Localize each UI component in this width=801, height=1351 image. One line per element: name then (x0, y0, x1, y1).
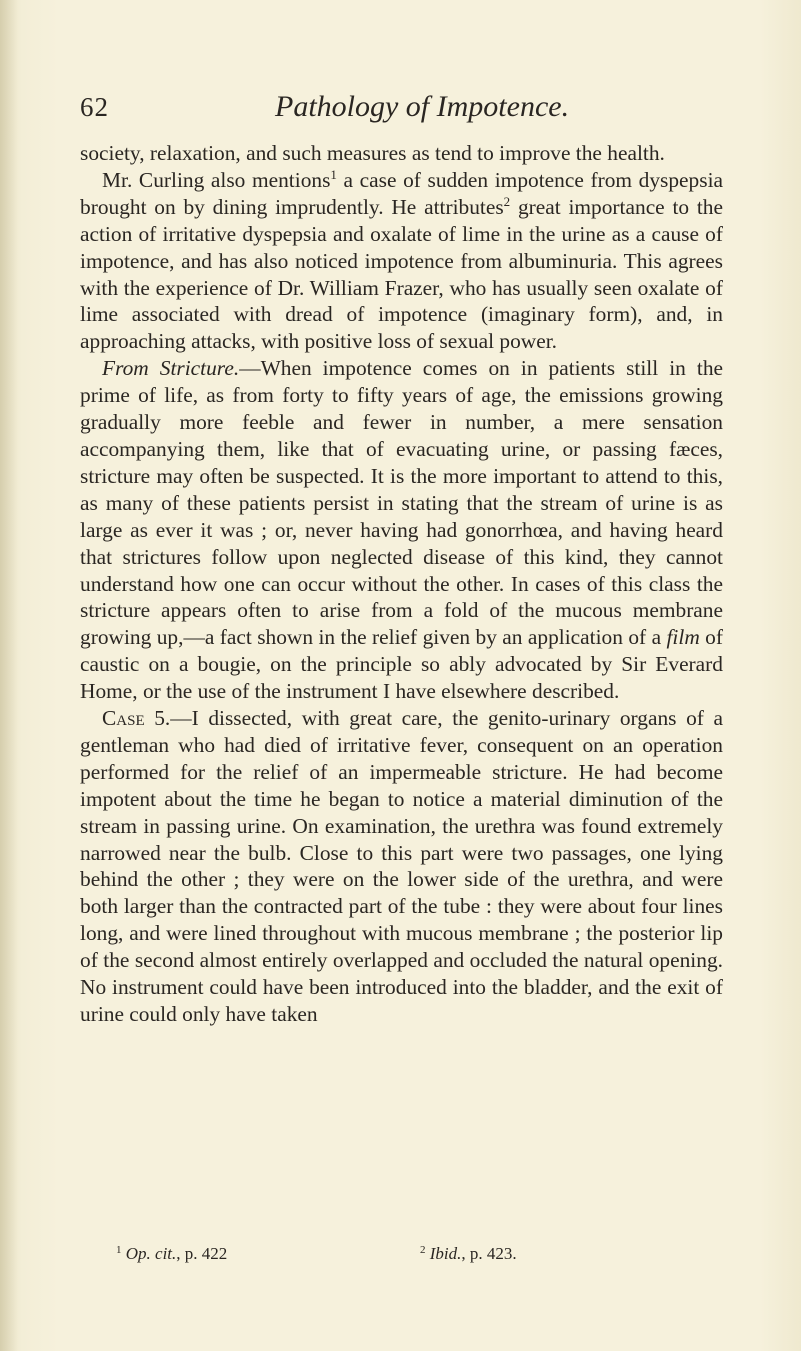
paragraph-3-text-b: of caustic on a bougie, on the principle so ably advocated by Sir Everard Home, or the use of the instrument I have elsewhere described. (80, 625, 723, 704)
footnote-ref-1: 1 (330, 166, 337, 182)
running-title: Pathology of Impotence. (275, 90, 570, 123)
paragraph-1 (80, 140, 723, 167)
footnote-ref-2: 2 (503, 193, 511, 209)
gutter-shadow (0, 0, 18, 1351)
footnote-1 (116, 1244, 227, 1264)
paragraph-2-text-a: Mr. Curling also mentions (102, 167, 331, 192)
paragraph-3 (80, 355, 723, 705)
page-header (80, 92, 720, 128)
footnote-1-mark: 1 (116, 1244, 122, 1256)
case-label: Case (102, 706, 145, 731)
section-heading-stricture: From Stricture. (102, 356, 240, 381)
footnote-2 (420, 1244, 517, 1264)
footnote-2-source: Ibid. (429, 1244, 462, 1263)
page-number: 62 (80, 92, 109, 122)
paragraph-4 (80, 705, 723, 1028)
body-text (80, 140, 723, 1028)
paragraph-2-text-c: great importance to the action of irritative dyspepsia and oxalate of lime in the urine as a cause of impotence, and has also noticed impotence from albuminuria. This agrees with the experience of Dr. William Frazer, who has usually seen oxalate of lime associated with dread of impotence (imaginary form), and, in approaching attacks, with positive loss of sexual power. (80, 194, 723, 354)
footnote-1-source: Op. cit. (125, 1244, 177, 1263)
paragraph-2-text-b: a case of sudden impotence from dyspepsia brought on by dining imprudently. He attributes (80, 167, 724, 219)
footnote-2-mark: 2 (420, 1244, 426, 1256)
paragraph-4-text: 5.—I dissected, with great care, the genito-urinary organs of a gentleman who had died of irritative fever, consequent on an operation performed for the relief of an impermeable stricture. He had become impotent about the time he began to notice a material diminution of the stream in passing urine. On examination, the urethra was found extremely narrowed near the bulb. Close to this part were two passages, one lying behind the other ; they were on the lower side of the urethra, and were both larger than the contracted part of the tube : they were about four lines long, and were lined throughout with mucous membrane ; the posterior lip of the second almost entirely overlapped and occluded the natural opening. No instrument could have been introduced into the bladder, and the exit of urine could only have taken (80, 706, 723, 1026)
paragraph-3-text-a: —When impotence comes on in patients still in the prime of life, as from forty to fifty years of age, the emissions growing gradually more feeble and fewer in number, a mere sensation accompanying them, like that of evacuating urine, or passing fæces, stricture may often be suspected. It is the more important to attend to this, as many of these patients persist in stating that the stream of urine is as large as ever it was ; or, never having had gonorrhœa, and having heard that strictures follow upon neglected disease of this kind, they cannot understand how one can occur without the other. In cases of this class the stricture appears often to arise from a fold of the mucous membrane growing up,—a fact shown in the relief given by an application of a (80, 356, 724, 650)
emphasis-film: film (666, 625, 700, 650)
paragraph-1-text: society, relaxation, and such measures as tend to improve the health. (80, 141, 665, 165)
footnote-1-page: , p. 422 (176, 1244, 228, 1263)
paragraph-2 (80, 167, 723, 355)
footnote-2-page: , p. 423. (461, 1244, 517, 1263)
